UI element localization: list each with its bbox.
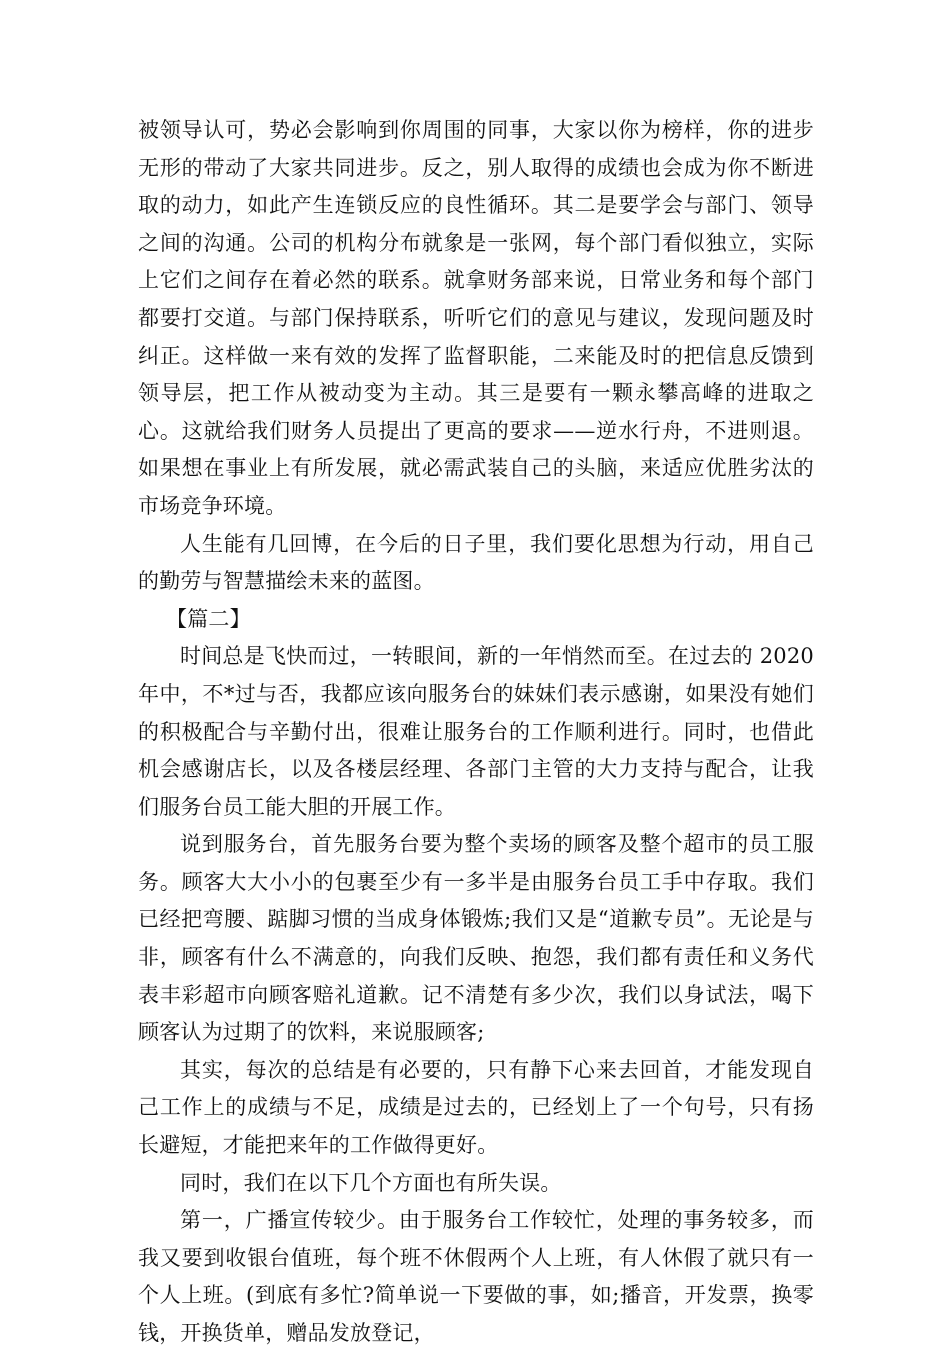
paragraph-first: 第一，广播宣传较少。由于服务台工作较忙，处理的事务较多，而我又要到收银台值班，每个班不休假两个人上班，有人休假了就只有一个人上班。(到底有多忙?简单说一下要做的事，如;播音，开发票，换零钱，开换货单，赠品发放登记，	[138, 1208, 814, 1345]
document-body	[138, 112, 814, 1353]
paragraph-summary: 其实，每次的总结是有必要的，只有静下心来去回首，才能发现自己工作上的成绩与不足，成绩是过去的，已经划上了一个句号，只有扬长避短，才能把来年的工作做得更好。	[138, 1057, 814, 1158]
paragraph-mistakes: 同时，我们在以下几个方面也有所失误。	[180, 1170, 562, 1195]
paragraph-life: 人生能有几回博，在今后的日子里，我们要化思想为行动，用自己的勤劳与智慧描绘未来的蓝图。	[138, 531, 814, 594]
paragraph-continued: 被领导认可，势必会影响到你周围的同事，大家以你为榜样，你的进步无形的带动了大家共同进步。反之，别人取得的成绩也会成为你不断进取的动力，如此产生连锁反应的良性循环。其二是要学会与部门、领导之间的沟通。公司的机构分布就象是一张网，每个部门看似独立，实际上它们之间存在着必然的联系。就拿财务部来说，日常业务和每个部门都要打交道。与部门保持联系，听听它们的意见与建议，发现问题及时纠正。这样做一来有效的发挥了监督职能，二来能及时的把信息反馈到领导层，把工作从被动变为主动。其三是要有一颗永攀高峰的进取之心。这就给我们财务人员提出了更高的要求——逆水行舟，不进则退。如果想在事业上有所发展，就必需武装自己的头脑，来适应优胜劣汰的市场竞争环境。	[138, 118, 814, 518]
paragraph-time: 时间总是飞快而过，一转眼间，新的一年悄然而至。在过去的 2020 年中，不*过与否，我都应该向服务台的妹妹们表示感谢，如果没有她们的积极配合与辛勤付出，很难让服务台的工作顺利进行。同时，也借此机会感谢店长，以及各楼层经理、各部门主管的大力支持与配合，让我们服务台员工能大胆的开展工作。	[138, 644, 814, 819]
paragraph-service: 说到服务台，首先服务台要为整个卖场的顾客及整个超市的员工服务。顾客大大小小的包裹至少有一多半是由服务台员工手中存取。我们已经把弯腰、踮脚习惯的当成身体锻炼;我们又是“道歉专员”。无论是与非，顾客有什么不满意的，向我们反映、抱怨，我们都有责任和义务代表丰彩超市向顾客赔礼道歉。记不清楚有多少次，我们以身试法，喝下顾客认为过期了的饮料，来说服顾客;	[138, 832, 814, 1045]
section-heading: 【篇二】	[166, 606, 251, 631]
